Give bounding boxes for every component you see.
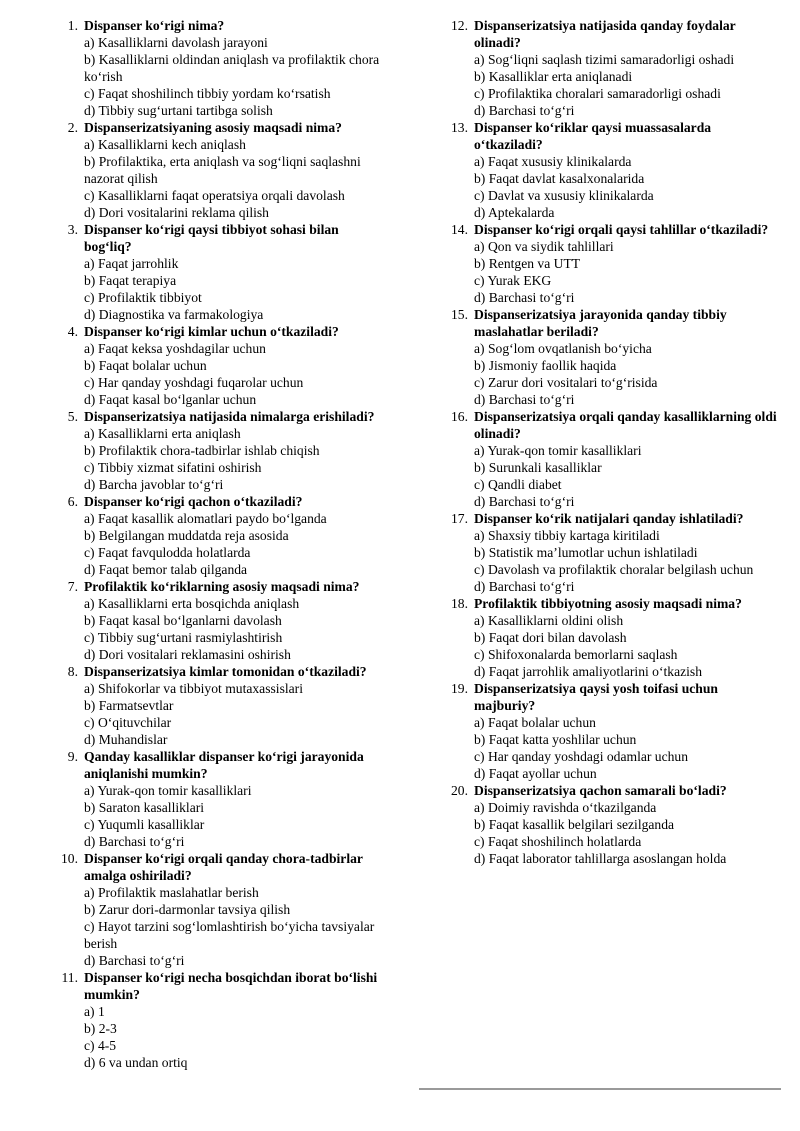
answer-option: c) Yurak EKG: [474, 273, 552, 288]
question-text: Dispanserizatsiya qachon samarali bo‘ladi?: [474, 783, 727, 798]
answer-option: b) Kasalliklar erta aniqlanadi: [474, 69, 633, 84]
answer-option: a) Sog‘liqni saqlash tizimi samaradorligi oshadi: [474, 52, 735, 67]
answer-option: d) Barchasi to‘g‘ri: [84, 834, 185, 849]
question-body: [78, 408, 385, 493]
question-number: 19.: [451, 681, 468, 696]
question-number: 11.: [61, 970, 78, 985]
answer-option: a) Kasalliklarni oldini olish: [474, 613, 624, 628]
answer-option: a) Kasalliklarni erta aniqlash: [84, 426, 241, 441]
question-body: [78, 850, 385, 969]
question-body: [78, 748, 385, 850]
answer-option: c) Davlat va xususiy klinikalarda: [474, 188, 654, 203]
answer-option: d) Faqat ayollar uchun: [474, 766, 597, 781]
answer-option: d) Faqat bemor talab qilganda: [84, 562, 248, 577]
question-text: Dispanserizatsiya kimlar tomonidan o‘tkaziladi?: [84, 664, 367, 679]
answer-option: c) Zarur dori vositalari to‘g‘risida: [474, 375, 658, 390]
question-text: Profilaktik ko‘riklarning asosiy maqsadi nima?: [84, 579, 360, 594]
question-body: [468, 119, 780, 221]
question-text: Dispanser ko‘rigi necha bosqichdan iborat bo‘lishi mumkin?: [84, 970, 378, 1002]
answer-option: c) Profilaktik tibbiyot: [84, 290, 202, 305]
answer-option: d) Barcha javoblar to‘g‘ri: [84, 477, 224, 492]
question-number: 3.: [67, 222, 78, 237]
answer-option: c) Yuqumli kasalliklar: [84, 817, 205, 832]
question-body: [78, 663, 385, 748]
answer-option: a) Yurak-qon tomir kasalliklari: [84, 783, 252, 798]
answer-option: a) Qon va siydik tahlillari: [474, 239, 614, 254]
question-text: Dispanser ko‘riklar qaysi muassasalarda o‘tkaziladi?: [474, 120, 712, 152]
answer-option: a) 1: [84, 1004, 105, 1019]
answer-option: c) Hayot tarzini sog‘lomlashtirish bo‘yicha tavsiyalar berish: [84, 919, 375, 951]
question-item: [50, 323, 385, 408]
answer-option: d) Dori vositalari reklamasini oshirish: [84, 647, 291, 662]
question-body: [468, 782, 780, 867]
question-number: 17.: [451, 511, 468, 526]
question-text: Qanday kasalliklar dispanser ko‘rigi jarayonida aniqlanishi mumkin?: [84, 749, 364, 781]
answer-option: c) Faqat shoshilinch tibbiy yordam ko‘rsatish: [84, 86, 331, 101]
answer-option: c) 4-5: [84, 1038, 117, 1053]
answer-option: d) Barchasi to‘g‘ri: [474, 579, 575, 594]
answer-option: b) Faqat davlat kasalxonalarida: [474, 171, 645, 186]
question-number: 14.: [451, 222, 468, 237]
question-text: Dispanserizatsiya natijasida nimalarga erishiladi?: [84, 409, 375, 424]
answer-option: c) Profilaktika choralari samaradorligi oshadi: [474, 86, 721, 101]
answer-option: c) O‘qituvchilar: [84, 715, 172, 730]
question-item: [50, 748, 385, 850]
question-text: Dispanserizatsiya jarayonida qanday tibbiy maslahatlar beriladi?: [474, 307, 727, 339]
question-body: [468, 595, 780, 680]
left-column: [50, 17, 385, 1071]
question-body: [78, 578, 385, 663]
answer-option: a) Shifokorlar va tibbiyot mutaxassislari: [84, 681, 303, 696]
question-item: [50, 17, 385, 119]
question-item: [50, 850, 385, 969]
question-item: [440, 680, 780, 782]
answer-option: a) Doimiy ravishda o‘tkazilganda: [474, 800, 657, 815]
question-body: [78, 17, 385, 119]
question-text: Profilaktik tibbiyotning asosiy maqsadi nima?: [474, 596, 742, 611]
question-body: [78, 493, 385, 578]
answer-option: b) Faqat kasallik belgilari sezilganda: [474, 817, 675, 832]
answer-option: d) Barchasi to‘g‘ri: [474, 103, 575, 118]
answer-option: a) Shaxsiy tibbiy kartaga kiritiladi: [474, 528, 660, 543]
answer-option: d) Muhandislar: [84, 732, 168, 747]
answer-option: a) Kasalliklarni kech aniqlash: [84, 137, 246, 152]
answer-option: a) Faqat keksa yoshdagilar uchun: [84, 341, 266, 356]
answer-option: a) Profilaktik maslahatlar berish: [84, 885, 259, 900]
question-body: [468, 408, 780, 510]
question-body: [78, 119, 385, 221]
right-column: [440, 17, 780, 867]
question-body: [468, 510, 780, 595]
question-item: [50, 493, 385, 578]
question-item: [50, 969, 385, 1071]
question-number: 6.: [67, 494, 78, 509]
answer-option: a) Kasalliklarni davolash jarayoni: [84, 35, 268, 50]
question-item: [50, 221, 385, 323]
answer-option: d) Diagnostika va farmakologiya: [84, 307, 264, 322]
question-number: 16.: [451, 409, 468, 424]
answer-option: a) Faqat jarrohlik: [84, 256, 179, 271]
answer-option: b) Jismoniy faollik haqida: [474, 358, 617, 373]
question-item: [440, 782, 780, 867]
question-text: Dispanser ko‘rigi nima?: [84, 18, 225, 33]
answer-option: b) Kasalliklarni oldindan aniqlash va profilaktik chora ko‘rish: [84, 52, 380, 84]
answer-option: c) Har qanday yoshdagi fuqarolar uchun: [84, 375, 304, 390]
answer-option: a) Sog‘lom ovqatlanish bo‘yicha: [474, 341, 652, 356]
answer-option: a) Kasalliklarni erta bosqichda aniqlash: [84, 596, 300, 611]
question-number: 8.: [67, 664, 78, 679]
question-body: [78, 323, 385, 408]
answer-option: b) Surunkali kasalliklar: [474, 460, 602, 475]
question-item: [50, 408, 385, 493]
answer-option: b) 2-3: [84, 1021, 117, 1036]
answer-option: d) Faqat kasal bo‘lganlar uchun: [84, 392, 257, 407]
question-item: [440, 119, 780, 221]
answer-option: b) Faqat kasal bo‘lganlarni davolash: [84, 613, 282, 628]
question-number: 12.: [451, 18, 468, 33]
question-number: 1.: [67, 18, 78, 33]
question-number: 13.: [451, 120, 468, 135]
answer-option: b) Profilaktika, erta aniqlash va sog‘liqni saqlashni nazorat qilish: [84, 154, 361, 186]
answer-option: b) Faqat dori bilan davolash: [474, 630, 627, 645]
answer-option: b) Statistik ma’lumotlar uchun ishlatiladi: [474, 545, 698, 560]
answer-option: d) Barchasi to‘g‘ri: [84, 953, 185, 968]
answer-option: d) Aptekalarda: [474, 205, 555, 220]
answer-option: d) Dori vositalarini reklama qilish: [84, 205, 269, 220]
answer-option: a) Yurak-qon tomir kasalliklari: [474, 443, 642, 458]
question-text: Dispanser ko‘rigi qaysi tibbiyot sohasi bilan bog‘liq?: [84, 222, 339, 254]
answer-option: c) Faqat favqulodda holatlarda: [84, 545, 251, 560]
question-text: Dispanserizatsiya orqali qanday kasalliklarning oldi olinadi?: [474, 409, 777, 441]
answer-option: c) Har qanday yoshdagi odamlar uchun: [474, 749, 689, 764]
answer-option: d) Faqat laborator tahlillarga asoslangan holda: [474, 851, 727, 866]
question-number: 18.: [451, 596, 468, 611]
answer-option: b) Belgilangan muddatda reja asosida: [84, 528, 289, 543]
question-item: [440, 408, 780, 510]
answer-option: d) Barchasi to‘g‘ri: [474, 290, 575, 305]
answer-option: b) Faqat katta yoshlilar uchun: [474, 732, 637, 747]
answer-option: c) Davolash va profilaktik choralar belgilash uchun: [474, 562, 754, 577]
answer-option: a) Faqat kasallik alomatlari paydo bo‘lganda: [84, 511, 327, 526]
question-text: Dispanser ko‘rigi qachon o‘tkaziladi?: [84, 494, 303, 509]
question-number: 5.: [67, 409, 78, 424]
answer-option: c) Tibbiy sug‘urtani rasmiylashtirish: [84, 630, 283, 645]
question-text: Dispanserizatsiya qaysi yosh toifasi uchun majburiy?: [474, 681, 718, 713]
question-number: 7.: [67, 579, 78, 594]
question-text: Dispanser ko‘rigi kimlar uchun o‘tkaziladi?: [84, 324, 339, 339]
answer-option: d) Barchasi to‘g‘ri: [474, 494, 575, 509]
question-text: Dispanserizatsiyaning asosiy maqsadi nima?: [84, 120, 342, 135]
question-body: [468, 17, 780, 119]
question-item: [440, 306, 780, 408]
answer-option: c) Shifoxonalarda bemorlarni saqlash: [474, 647, 678, 662]
question-body: [468, 306, 780, 408]
question-text: Dispanserizatsiya natijasida qanday foydalar olinadi?: [474, 18, 736, 50]
answer-option: b) Saraton kasalliklari: [84, 800, 205, 815]
question-number: 2.: [67, 120, 78, 135]
answer-option: b) Zarur dori-darmonlar tavsiya qilish: [84, 902, 291, 917]
answer-option: c) Tibbiy xizmat sifatini oshirish: [84, 460, 262, 475]
answer-option: d) Tibbiy sug‘urtani tartibga solish: [84, 103, 273, 118]
answer-option: b) Faqat bolalar uchun: [84, 358, 207, 373]
answer-option: c) Kasalliklarni faqat operatsiya orqali davolash: [84, 188, 345, 203]
question-number: 9.: [67, 749, 78, 764]
question-number: 4.: [67, 324, 78, 339]
answer-option: d) 6 va undan ortiq: [84, 1055, 188, 1070]
answer-option: c) Faqat shoshilinch holatlarda: [474, 834, 642, 849]
question-item: [50, 663, 385, 748]
answer-option: d) Faqat jarrohlik amaliyotlarini o‘tkazish: [474, 664, 703, 679]
answer-option: b) Profilaktik chora-tadbirlar ishlab chiqish: [84, 443, 320, 458]
question-body: [78, 969, 385, 1071]
answer-option: b) Rentgen va UTT: [474, 256, 581, 271]
question-number: 20.: [451, 783, 468, 798]
question-body: [468, 221, 780, 306]
question-item: [440, 595, 780, 680]
question-number: 10.: [61, 851, 78, 866]
question-item: [440, 17, 780, 119]
answer-option: a) Faqat bolalar uchun: [474, 715, 596, 730]
footer-divider: [419, 1088, 781, 1090]
answer-option: c) Qandli diabet: [474, 477, 562, 492]
question-item: [50, 578, 385, 663]
question-text: Dispanser ko‘rigi orqali qanday chora-tadbirlar amalga oshiriladi?: [84, 851, 363, 883]
question-number: 15.: [451, 307, 468, 322]
question-text: Dispanser ko‘rigi orqali qaysi tahlillar o‘tkaziladi?: [474, 222, 769, 237]
question-item: [50, 119, 385, 221]
answer-option: b) Farmatsevtlar: [84, 698, 174, 713]
question-body: [78, 221, 385, 323]
question-item: [440, 221, 780, 306]
question-body: [468, 680, 780, 782]
answer-option: a) Faqat xususiy klinikalarda: [474, 154, 632, 169]
question-item: [440, 510, 780, 595]
answer-option: b) Faqat terapiya: [84, 273, 177, 288]
question-text: Dispanser ko‘rik natijalari qanday ishlatiladi?: [474, 511, 744, 526]
answer-option: d) Barchasi to‘g‘ri: [474, 392, 575, 407]
